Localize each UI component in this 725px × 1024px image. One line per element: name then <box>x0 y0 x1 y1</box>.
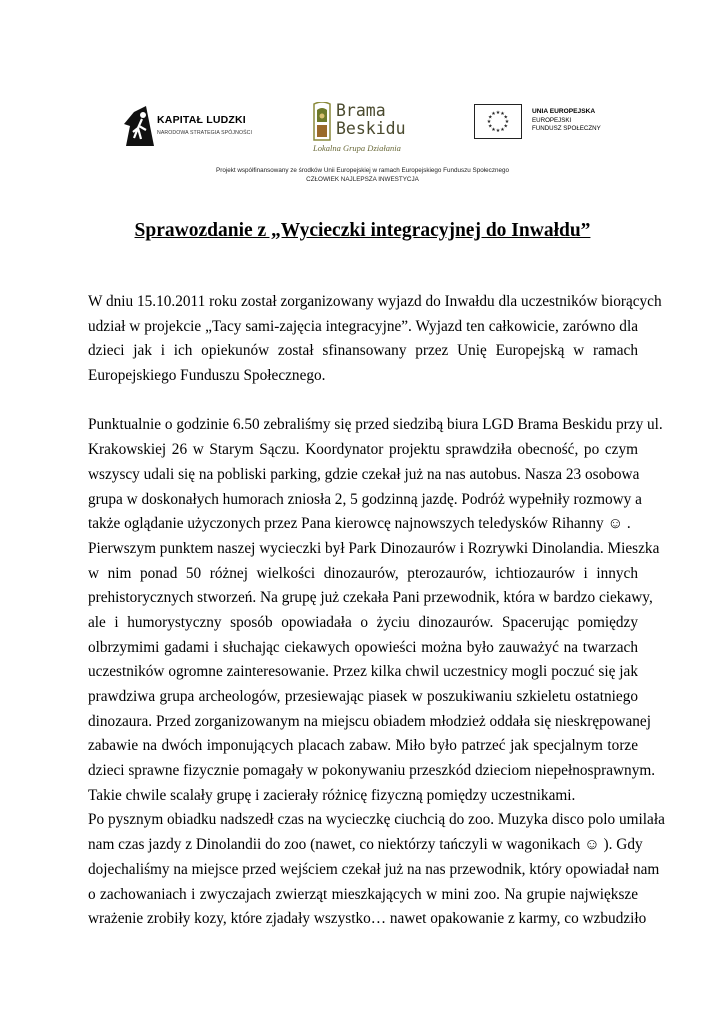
svg-text:★: ★ <box>491 126 496 133</box>
text-line: Pierwszym punktem naszej wycieczki był Park Dinozaurów i Rozrywki Dinolandia. Mieszka <box>88 539 660 557</box>
text-line: dinozaura. Przed zorganizowanym na miejscu obiadem młodzież oddała się nieskrępowanej <box>88 712 651 730</box>
text-line: udział w projekcie „Tacy sami-zajęcia integracyjne”. Wyjazd ten całkowicie, zarówno dla <box>88 317 638 335</box>
brama-beskidu-logo <box>311 102 411 158</box>
text-line: także oglądanie użyczonych przez Pana kierowcę najnowszych teledysków Rihanny ☺ . <box>88 515 631 533</box>
text-line: olbrzymimi gadami i słuchając ciekawych opowieści można było zauważyć na twarzach <box>88 638 638 656</box>
svg-text:★: ★ <box>500 126 505 133</box>
text-line: nam czas jazdy z Dinolandii do zoo (nawet, co niektórzy tańczyli w wagonikach ☺ ). Gdy <box>88 836 643 854</box>
kapital-ludzki-logo <box>124 106 254 146</box>
text-line: o zachowaniach i zwyczajach zwierząt mieszkających w mini zoo. Na grupie największe <box>88 885 638 903</box>
brama-tagline: Lokalna Grupa Działania <box>313 143 401 153</box>
svg-text:★: ★ <box>495 128 501 134</box>
text-line: wrażenie zrobiły kozy, które zjadały wszystko… nawet opakowanie z karmy, co wzbudziło <box>88 910 647 928</box>
kapital-ludzki-title: KAPITAŁ LUDZKI <box>157 114 246 126</box>
eu-logo <box>474 104 634 148</box>
text-line: Takie chwile scalały grupę i zacierały różnicę fizyczną pomiędzy uczestnikami. <box>88 786 576 804</box>
cofinancing-line: Projekt współfinansowany ze środków Unii Europejskiej w ramach Europejskiego Funduszu Społecznego <box>216 167 509 174</box>
svg-text:★: ★ <box>487 123 493 130</box>
paragraph-spacer <box>88 389 638 414</box>
text-line: prawdziwa grupa archeologów, przesiewając piasek w poszukiwaniu szkieletu ostatniego <box>88 688 638 705</box>
eu-flag-icon <box>474 104 522 139</box>
text-line: uczestników ogromne zainteresowanie. Przez kilka chwil uczestnicy mogli poczuć się jak <box>88 663 638 681</box>
text-line: prehistorycznych stworzeń. Na grupę już czekała Pani przewodnik, która w bardzo ciekawy, <box>88 589 653 607</box>
beskidu-word: Beskidu <box>336 119 406 138</box>
header-logos <box>0 98 725 158</box>
text-line: zabawie na dwóch imponujących placach zabaw. Miło było patrzeć jak specjalnym torze <box>88 737 638 755</box>
svg-text:★: ★ <box>491 111 496 118</box>
paragraph-1 <box>88 290 662 389</box>
text-line: grupa w doskonałych humorach zniosła 2, 5 godzinną jazdę. Podróż wypełniły rozmowy a <box>88 490 642 508</box>
text-line: dzieci sprawne fizycznie pomagały w pokonywaniu przeszkód dzieciom niepełnosprawnym. <box>88 762 656 780</box>
text-line: Punktualnie o godzinie 6.50 zebraliśmy się przed siedzibą biura LGD Brama Beskidu przy ul. <box>88 416 663 434</box>
text-line: w nim ponad 50 różnej wielkości dinozaurów, pterozaurów, ichtiozaurów i innych <box>88 564 638 582</box>
text-line: Po pysznym obiadku nadszedł czas na wycieczkę ciuchcią do zoo. Muzyka disco polo umilała <box>88 811 665 829</box>
text-line: ale i humorystyczny sposób opowiadała o życiu dinozaurów. Spacerując pomiędzy <box>88 613 638 631</box>
svg-text:★: ★ <box>500 111 505 118</box>
text-line: Krakowskiej 26 w Starym Sączu. Koordynator projektu sprawdziła obecność, po czym <box>88 441 638 459</box>
svg-text:★: ★ <box>487 114 493 121</box>
gate-emblem-icon <box>311 102 333 142</box>
eu-subtitle-1: EUROPEJSKI <box>532 117 572 124</box>
cofinancing-slogan: CZŁOWIEK NAJLEPSZA INWESTYCJA <box>306 176 419 183</box>
text-line: wszyscy udali się na pobliski parking, gdzie czekał już na nas autobus. Nasza 23 osobowa <box>88 465 640 483</box>
text-line: Europejskiego Funduszu Społecznego. <box>88 367 326 385</box>
document-title: Sprawozdanie z „Wycieczki integracyjnej do Inwałdu” <box>134 220 591 241</box>
eu-title: UNIA EUROPEJSKA <box>532 108 596 115</box>
brama-word: Brama <box>336 101 386 120</box>
svg-text:★: ★ <box>486 119 492 125</box>
svg-text:★: ★ <box>503 123 509 130</box>
svg-text:★: ★ <box>495 110 501 116</box>
eu-subtitle-2: FUNDUSZ SPOŁECZNY <box>532 125 601 132</box>
paragraph-3 <box>88 537 660 809</box>
paragraph-4 <box>88 808 665 931</box>
running-figure-icon <box>124 106 154 146</box>
paragraph-2 <box>88 413 663 536</box>
cofinancing-note <box>0 166 725 184</box>
text-line: W dniu 15.10.2011 roku został zorganizowany wyjazd do Inwałdu dla uczestników biorących <box>88 293 662 310</box>
kapital-ludzki-subtitle: NARODOWA STRATEGIA SPÓJNOŚCI <box>157 130 253 136</box>
svg-text:★: ★ <box>504 119 510 125</box>
svg-text:★: ★ <box>503 114 509 121</box>
report-body <box>88 290 665 932</box>
text-line: dzieci jak i ich opiekunów został sfinansowany przez Unię Europejską w ramach <box>88 342 638 360</box>
text-line: dojechaliśmy na miejsce przed wejściem czekał już na nas przewodnik, który opowiadał nam <box>88 860 660 878</box>
